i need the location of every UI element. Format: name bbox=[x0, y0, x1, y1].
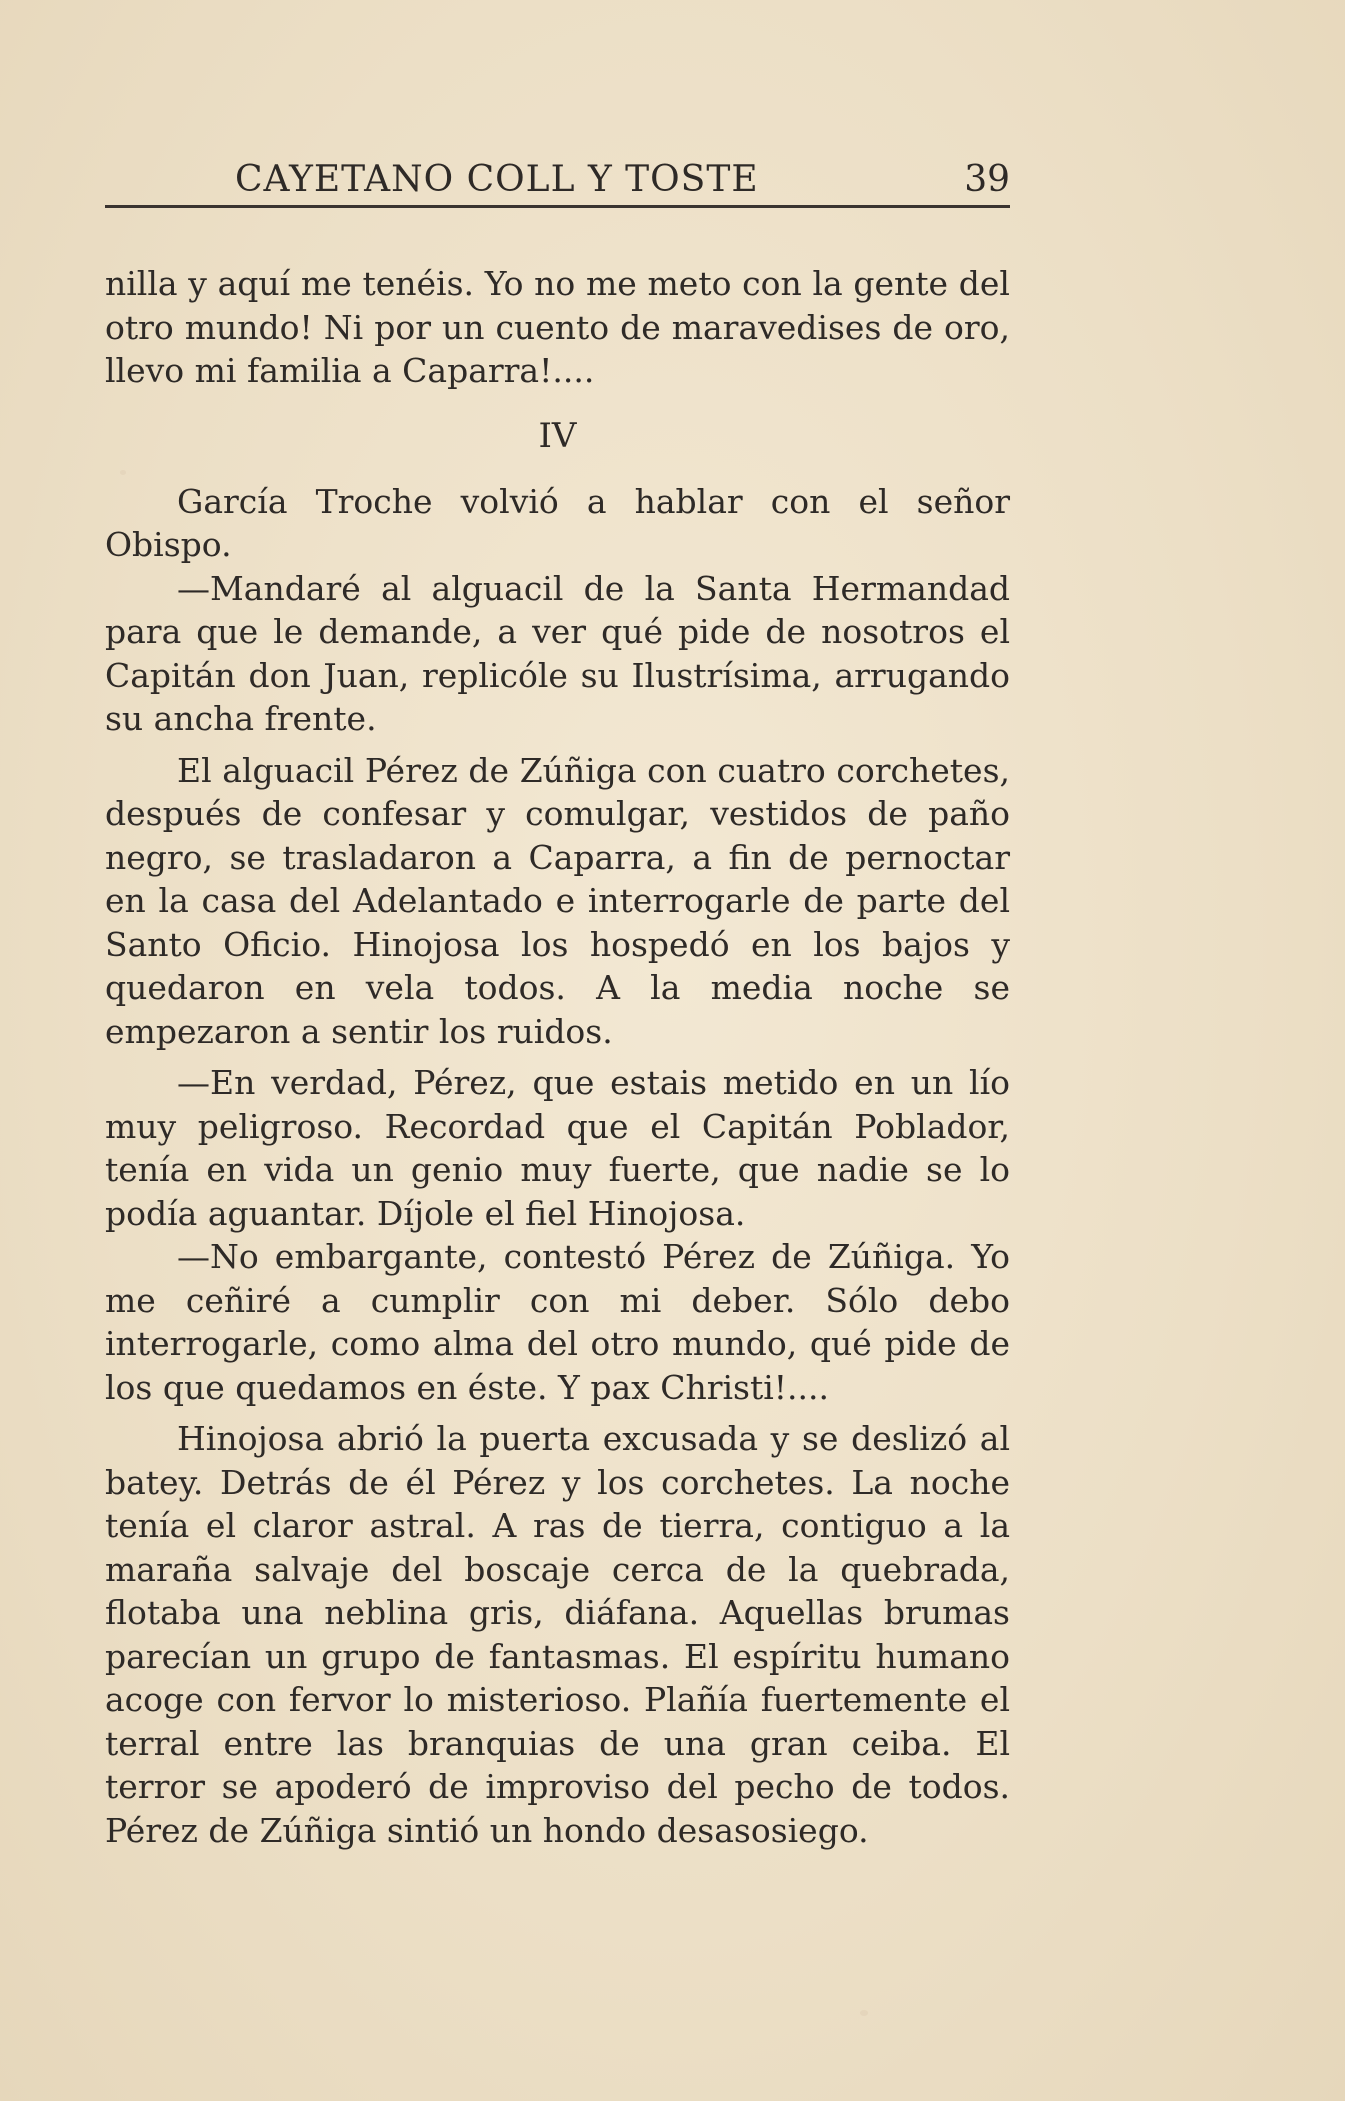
paragraph: Hinojosa abrió la puerta excusada y se deslizó al batey. Detrás de él Pérez y los corchetes. La noche tenía el claror astral. A ras de tierra, contiguo a la maraña salvaje del boscaje cerca de la quebrada, flotaba una neblina gris, diáfana. Aquellas brumas parecían un grupo de fantasmas. El espíritu humano acoge con fervor lo misterioso. Plañía fuertemente el terral entre las branquias de una gran ceiba. El terror se apoderó de improviso del pecho de todos. Pérez de Zúñiga sintió un hondo desasosiego. bbox=[105, 1419, 1010, 1850]
paragraph: nilla y aquí me tenéis. Yo no me meto con la gente del otro mundo! Ni por un cuento de maravedises de oro, llevo mi familia a Caparra!.... bbox=[105, 264, 1010, 390]
paper-speck bbox=[860, 2010, 868, 2016]
paragraph: —No embargante, contestó Pérez de Zúñiga. Yo me ceñiré a cumplir con mi deber. Sólo debo interrogarle, como alma del otro mundo, qué pide de los que quedamos en éste. Y pax Christi!.... bbox=[105, 1237, 1010, 1407]
paragraph-gap bbox=[105, 741, 1010, 749]
paragraph: García Troche volvió a hablar con el señor Obispo. bbox=[105, 481, 1010, 564]
page-number: 39 bbox=[964, 159, 1010, 200]
body-text bbox=[105, 262, 1010, 1852]
section-heading: IV bbox=[538, 415, 577, 456]
paragraph-gap bbox=[105, 1409, 1010, 1417]
running-title: CAYETANO COLL Y TOSTE bbox=[235, 159, 759, 200]
paragraph: —Mandaré al alguacil de la Santa Hermandad para que le demande, a ver qué pide de nosotros el Capitán don Juan, replicóle su Ilustrísima, arrugando su ancha frente. bbox=[105, 568, 1010, 738]
running-header bbox=[105, 150, 1010, 210]
paragraph-gap bbox=[105, 1053, 1010, 1061]
paragraph: El alguacil Pérez de Zúñiga con cuatro corchetes, después de confesar y comulgar, vestidos de paño negro, se trasladaron a Caparra, a fin de pernoctar en la casa del Adelantado e interrogarle de parte del Santo Oficio. Hinojosa los hospedó en los bajos y quedaron en vela todos. A la media noche se empezaron a sentir los ruidos. bbox=[105, 750, 1010, 1051]
paragraph: —En verdad, Pérez, que estais metido en un lío muy peligroso. Recordad que el Capitán Poblador, tenía en vida un genio muy fuerte, que nadie se lo podía aguantar. Díjole el fiel Hinojosa. bbox=[105, 1063, 1010, 1233]
header-rule bbox=[105, 205, 1010, 208]
